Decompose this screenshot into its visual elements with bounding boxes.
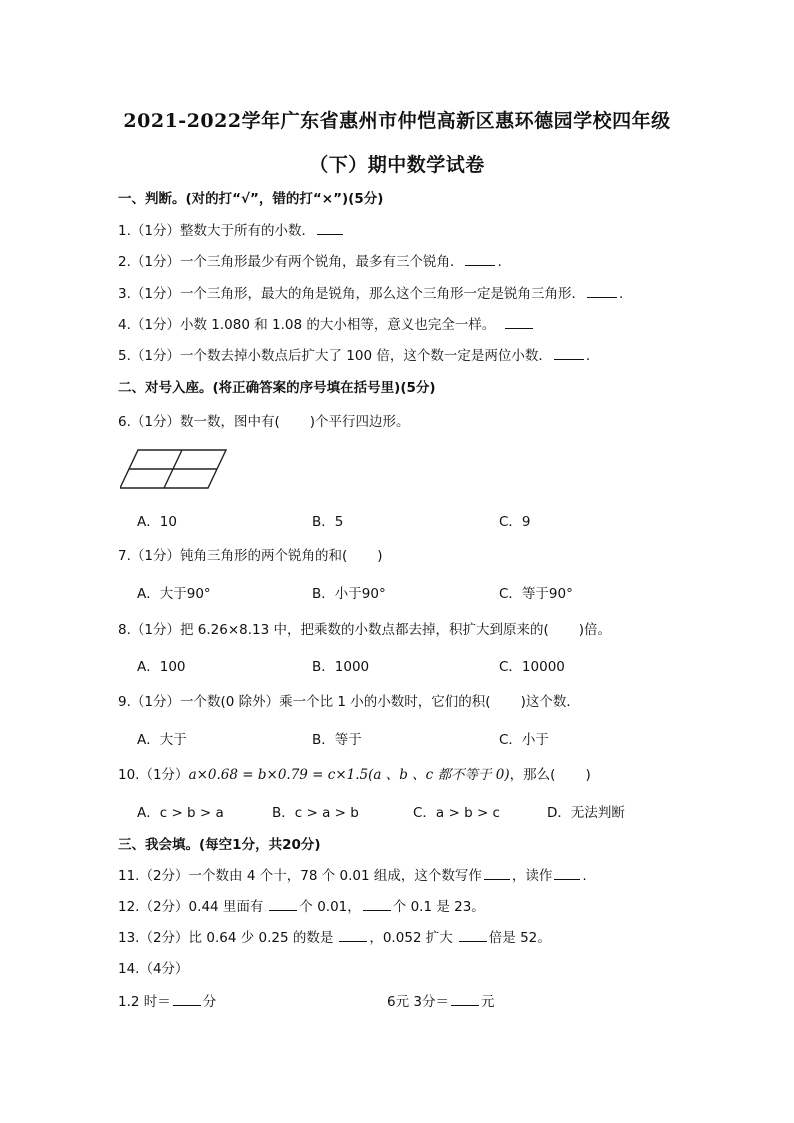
question-13 [118,926,551,946]
question-3-end: . [618,286,624,302]
question-6-option-c[interactable]: C．9 [499,514,531,530]
question-8-post: )倍。 [578,622,612,638]
question-9 [118,690,580,710]
question-7 [118,544,383,564]
answer-blank[interactable] [459,929,487,942]
question-14-right [387,990,494,1010]
question-11-text-a: 11.（2分）一个数由 4 个十，78 个 0.01 组成，这个数写作 [118,868,482,884]
question-14-right-a: 6元 3分＝ [387,994,449,1010]
question-8-option-b[interactable]: B．1000 [312,659,370,675]
question-12-text-a: 12.（2分）0.44 里面有 [118,899,264,915]
question-1 [118,219,345,239]
question-10-post: ) [585,767,591,783]
question-7-pre: 7.（1分）钝角三角形的两个锐角的和( [118,548,348,564]
question-14-heading: 14.（4分） [118,961,189,977]
section-1-heading: 一、判断。(对的打“√”，错的打“×”)(5分) [118,191,384,207]
question-10-equation: a×0.68 = b×0.79 = c×1.5(a 、b 、c 都不等于 0) [188,767,510,783]
answer-blank[interactable] [173,993,201,1006]
question-2-text: 2.（1分）一个三角形最少有两个锐角，最多有三个锐角． [118,254,464,270]
question-5 [118,344,590,364]
question-7-option-a[interactable]: A．大于90° [137,586,211,602]
section-3-heading: 三、我会填。(每空1分，共20分) [118,837,321,853]
question-7-post: ) [377,548,383,564]
question-2-end: . [497,254,502,270]
question-13-text-a: 13.（2分）比 0.64 少 0.25 的数是 [118,930,334,946]
question-6-post: )个平行四边形。 [309,414,410,430]
answer-blank[interactable] [587,285,617,298]
question-14-left-a: 1.2 时＝ [118,994,171,1010]
question-3 [118,282,623,302]
question-3-text: 3.（1分）一个三角形，最大的角是锐角，那么这个三角形一定是锐角三角形． [118,286,585,302]
question-12-text-b: 个 0.01， [299,899,361,915]
question-9-option-a[interactable]: A．大于 [137,732,187,748]
section-2-heading: 二、对号入座。(将正确答案的序号填在括号里)(5分) [118,380,436,396]
question-6-pre: 6.（1分）数一数，图中有( [118,414,280,430]
answer-blank[interactable] [465,253,495,266]
question-14-right-b: 元 [480,994,495,1010]
question-9-option-b[interactable]: B．等于 [312,732,362,748]
question-10-option-c[interactable]: C．a > b > c [413,805,500,821]
question-5-end: . [585,348,591,364]
question-8 [118,618,611,638]
question-6-option-a[interactable]: A．10 [137,514,177,530]
question-10-mid: ，那么( [509,767,556,783]
question-4-text: 4.（1分）小数 1.080 和 1.08 的大小相等，意义也完全一样。 [118,317,496,333]
question-12-text-c: 个 0.1 是 23。 [392,899,485,915]
question-9-pre: 9.（1分）一个数(0 除外）乘一个比 1 小的小数时，它们的积( [118,694,491,710]
question-13-text-b: ，0.052 扩大 [369,930,453,946]
question-6-option-b[interactable]: B．5 [312,514,344,530]
parallelogram-figure [120,448,230,490]
question-14-left [118,990,216,1010]
answer-blank[interactable] [505,316,533,329]
answer-blank[interactable] [484,867,510,880]
answer-blank[interactable] [339,929,367,942]
exam-title-line1: 2021-2022学年广东省惠州市仲恺高新区惠环德园学校四年级 [123,110,671,132]
question-10-option-b[interactable]: B．c > a > b [272,805,359,821]
question-11-text-b: ，读作 [511,868,553,884]
question-14-left-b: 分 [202,994,217,1010]
answer-blank[interactable] [363,898,391,911]
answer-blank[interactable] [554,347,584,360]
answer-blank[interactable] [317,222,343,235]
question-11 [118,864,587,884]
question-2 [118,250,502,270]
question-13-text-c: 倍是 52。 [488,930,551,946]
question-11-text-c: . [582,868,587,884]
question-5-text: 5.（1分）一个数去掉小数点后扩大了 100 倍，这个数一定是两位小数． [118,348,552,364]
question-8-option-a[interactable]: A．100 [137,659,186,675]
answer-blank[interactable] [554,867,580,880]
question-7-option-c[interactable]: C．等于90° [499,586,573,602]
question-10-option-a[interactable]: A．c > b > a [137,805,224,821]
question-10-pre: 10.（1分） [118,767,189,783]
question-10-option-d[interactable]: D．无法判断 [547,805,625,821]
question-8-pre: 8.（1分）把 6.26×8.13 中，把乘数的小数点都去掉，积扩大到原来的( [118,622,549,638]
question-1-text: 1.（1分）整数大于所有的小数． [118,223,315,239]
question-6 [118,410,410,430]
answer-blank[interactable] [451,993,479,1006]
question-10 [118,763,591,783]
question-9-option-c[interactable]: C．小于 [499,732,549,748]
question-4 [118,313,535,333]
question-7-option-b[interactable]: B．小于90° [312,586,386,602]
question-12 [118,895,485,915]
exam-title-line2: （下）期中数学试卷 [309,154,485,176]
question-8-option-c[interactable]: C．10000 [499,659,565,675]
answer-blank[interactable] [269,898,297,911]
question-9-post: )这个数． [520,694,580,710]
